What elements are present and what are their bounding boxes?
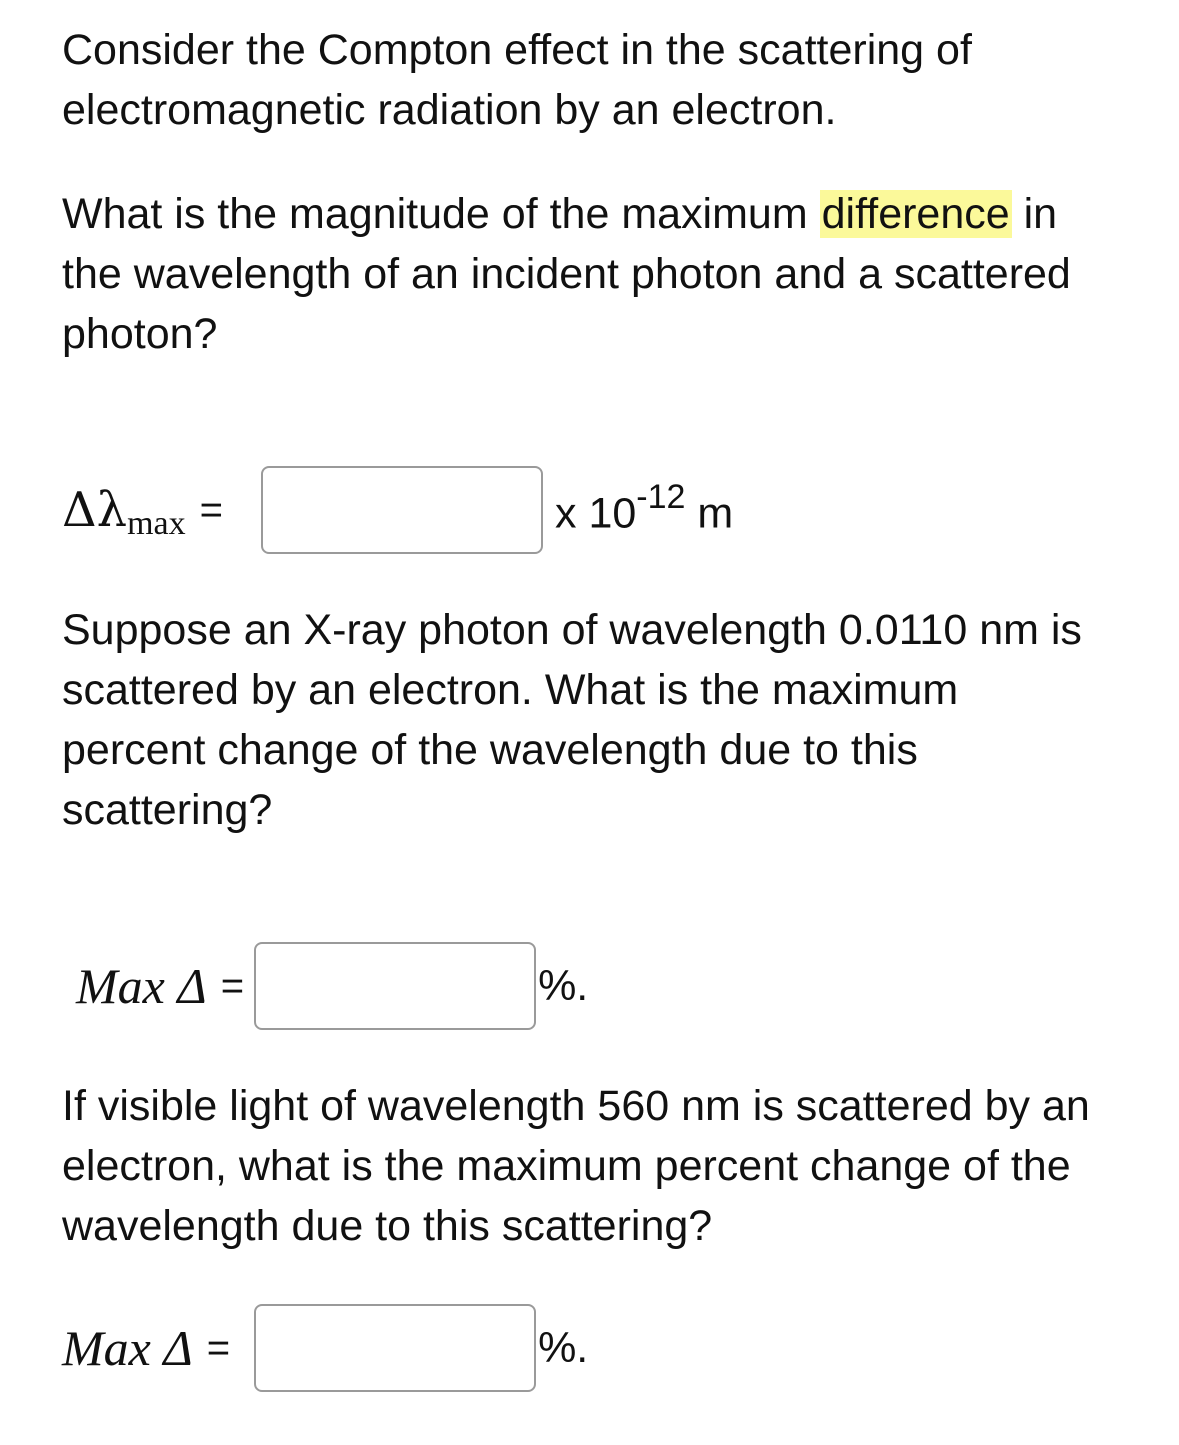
delta-lambda-symbol: Δλ	[62, 482, 128, 538]
equals-sign: =	[220, 963, 245, 1008]
visible-light-percent-change-input[interactable]	[254, 1304, 536, 1392]
highlighted-word: difference	[821, 190, 1010, 238]
question-1-text	[62, 184, 1122, 364]
xray-percent-change-input[interactable]	[254, 942, 536, 1030]
question-1-text-after: in the wavelength of an incident photon and a scattered photon?	[62, 190, 1071, 358]
delta-lambda-max-input[interactable]	[261, 466, 543, 554]
equals-sign: =	[199, 487, 223, 532]
question-2-text: Suppose an X-ray photon of wavelength 0.0110 nm is scattered by an electron. What is the maximum percent change of the wavelength due to this scattering?	[62, 606, 1082, 834]
question-3-text: If visible light of wavelength 560 nm is scattered by an electron, what is the maximum percent change of the wavelength due to this scattering?	[62, 1082, 1090, 1250]
max-subscript: max	[127, 505, 186, 542]
percent-unit: %.	[538, 961, 589, 1010]
intro-paragraph	[62, 20, 1142, 140]
intro-line-1: Consider the Compton effect in the scattering of	[62, 26, 972, 74]
unit-exponent: -12	[636, 477, 686, 516]
question-1-text-before: What is the magnitude of the maximum	[62, 190, 820, 238]
equals-sign: =	[206, 1325, 231, 1370]
question-3-answer-row	[62, 1303, 588, 1393]
unit-label	[555, 477, 734, 538]
question-1-answer-row	[62, 465, 733, 555]
max-delta-label: Max Δ	[76, 958, 207, 1014]
max-delta-label: Max Δ	[62, 1320, 193, 1376]
unit-suffix: m	[685, 489, 734, 538]
intro-line-2: electromagnetic radiation by an electron.	[62, 86, 837, 134]
percent-unit: %.	[538, 1323, 589, 1372]
question-2-answer-row	[76, 941, 588, 1031]
unit-prefix: x 10	[555, 489, 637, 538]
